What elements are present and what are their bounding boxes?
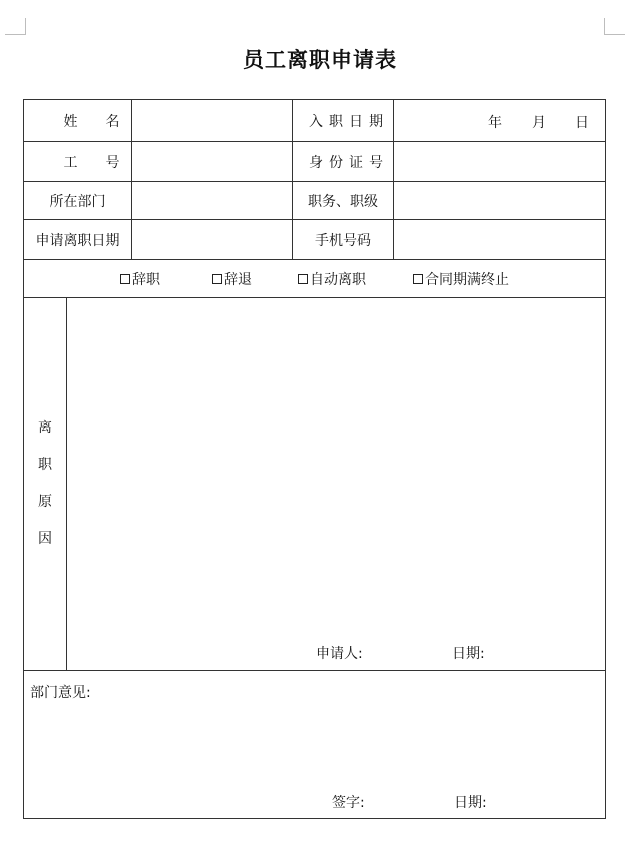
signature-input[interactable]	[374, 789, 444, 811]
checkbox-icon[interactable]	[298, 274, 308, 284]
name-input[interactable]	[132, 100, 292, 141]
entry-date-input[interactable]	[394, 100, 605, 141]
id-card-input[interactable]	[394, 142, 605, 181]
phone-input[interactable]	[394, 220, 605, 259]
checkbox-icon[interactable]	[413, 274, 423, 284]
resignation-type-options	[24, 260, 605, 297]
signature-label: 签字:	[332, 795, 365, 811]
department-label: 所在部门	[49, 193, 106, 210]
reason-input[interactable]	[67, 298, 605, 628]
crop-mark-top-right	[604, 18, 625, 35]
entry-date-label: 入职日期	[309, 113, 389, 130]
checkbox-icon[interactable]	[120, 274, 130, 284]
employee-id-input[interactable]	[132, 142, 292, 181]
department-opinion-label: 部门意见:	[30, 685, 91, 701]
reason-label: 离 职 原 因	[38, 420, 52, 547]
position-input[interactable]	[394, 182, 605, 219]
reason-date-label: 日期:	[452, 646, 485, 662]
checkbox-icon[interactable]	[212, 274, 222, 284]
opinion-date-input[interactable]	[496, 789, 596, 811]
crop-mark-top-left	[5, 18, 26, 35]
phone-label: 手机号码	[315, 232, 371, 249]
reason-date-input[interactable]	[494, 640, 594, 662]
applicant-label: 申请人:	[316, 646, 363, 662]
option-dismissal[interactable]: 辞退	[212, 269, 252, 289]
month-label: 月	[532, 115, 546, 131]
option-resign[interactable]: 辞职	[120, 269, 160, 289]
day-label: 日	[575, 115, 589, 131]
name-label: 姓名	[63, 113, 148, 130]
applicant-input[interactable]	[374, 640, 444, 662]
id-card-label: 身份证号	[309, 154, 389, 171]
resignation-form	[23, 99, 606, 819]
department-opinion-input[interactable]	[30, 702, 600, 782]
form-title: 员工离职申请表	[243, 48, 397, 72]
option-contract-expiry[interactable]: 合同期满终止	[413, 269, 509, 289]
employee-id-label: 工号	[63, 154, 148, 171]
apply-date-input[interactable]	[132, 220, 292, 259]
apply-date-label: 申请离职日期	[35, 232, 120, 249]
row-divider	[24, 670, 605, 671]
year-label: 年	[488, 115, 502, 131]
position-label: 职务、职级	[308, 193, 378, 210]
opinion-date-label: 日期:	[454, 795, 487, 811]
option-self-departure[interactable]: 自动离职	[298, 269, 366, 289]
department-input[interactable]	[132, 182, 292, 219]
